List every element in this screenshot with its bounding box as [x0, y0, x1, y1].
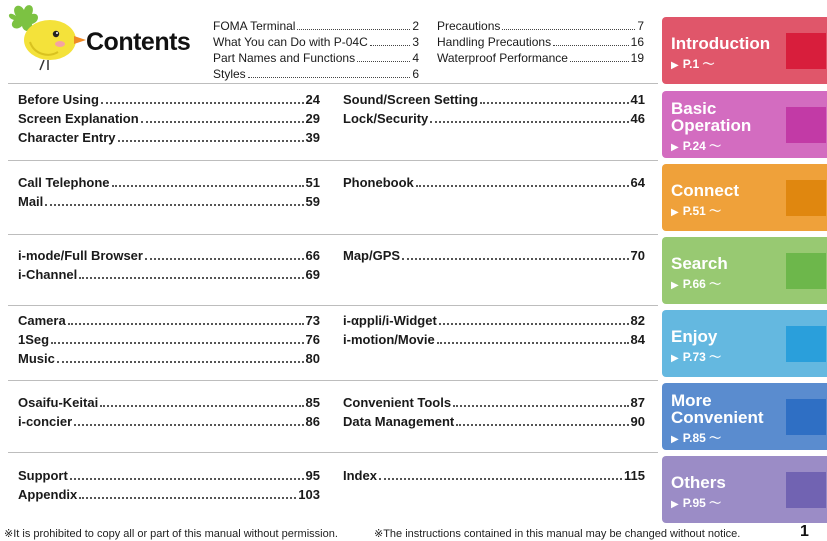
- leader-dots: [480, 102, 628, 104]
- toc-entry[interactable]: [18, 313, 320, 332]
- toc-entry[interactable]: [18, 111, 320, 130]
- tab-color-square: [786, 399, 826, 435]
- tab-search[interactable]: [662, 237, 827, 304]
- page-title: Contents: [86, 28, 191, 56]
- play-triangle-icon: ▶: [671, 142, 679, 153]
- toc-column-left: [18, 313, 320, 370]
- toc-page: 69: [305, 267, 320, 282]
- toc-entry[interactable]: [343, 92, 645, 111]
- mini-toc-item[interactable]: [213, 66, 419, 82]
- toc-column-right: [343, 92, 645, 130]
- toc-entry[interactable]: [18, 130, 320, 149]
- tab-more-convenient[interactable]: [662, 383, 827, 450]
- toc-label: Index: [343, 468, 377, 483]
- toc-entry[interactable]: [18, 194, 320, 213]
- leader-dots: [79, 497, 296, 499]
- leader-dots: [68, 323, 304, 325]
- toc-page: 59: [305, 194, 320, 209]
- tab-page-ref: ▶ P.85 〜: [671, 431, 722, 445]
- toc-entry[interactable]: [18, 468, 320, 487]
- toc-entry[interactable]: [343, 414, 645, 433]
- toc-label: Phonebook: [343, 175, 414, 190]
- leader-dots: [570, 61, 629, 62]
- leader-dots: [402, 258, 628, 260]
- tab-title: Search: [671, 254, 728, 273]
- toc-entry[interactable]: [343, 395, 645, 414]
- mini-toc-item[interactable]: [213, 18, 419, 34]
- toc-page: 73: [305, 313, 320, 328]
- toc-page: 76: [305, 332, 320, 347]
- tab-others[interactable]: [662, 456, 827, 523]
- toc-page: 29: [305, 111, 320, 126]
- leader-dots: [51, 342, 303, 344]
- mini-toc-label: Waterproof Performance: [437, 51, 568, 65]
- toc-page: 82: [630, 313, 645, 328]
- tab-page-ref: ▶ P.1 〜: [671, 57, 715, 71]
- play-triangle-icon: ▶: [671, 280, 679, 291]
- leader-dots: [118, 140, 304, 142]
- section-divider: [8, 305, 658, 306]
- play-triangle-icon: ▶: [671, 207, 679, 218]
- leader-dots: [45, 204, 303, 206]
- toc-page: 64: [630, 175, 645, 190]
- leader-dots: [79, 277, 303, 279]
- toc-column-right: [343, 395, 645, 433]
- play-triangle-icon: ▶: [671, 434, 679, 445]
- leader-dots: [101, 102, 304, 104]
- section-divider: [8, 452, 658, 453]
- mini-toc-page: 7: [637, 19, 644, 33]
- toc-page: 85: [305, 395, 320, 410]
- leader-dots: [453, 405, 628, 407]
- tab-title: Enjoy: [671, 327, 718, 346]
- toc-entry[interactable]: [18, 395, 320, 414]
- tab-page-ref: ▶ P.24 〜: [671, 139, 722, 153]
- leader-dots: [430, 121, 628, 123]
- toc-entry[interactable]: [18, 414, 320, 433]
- toc-entry[interactable]: [343, 248, 645, 267]
- toc-entry[interactable]: [18, 267, 320, 286]
- mini-toc-page: 3: [412, 35, 419, 49]
- toc-entry[interactable]: [343, 468, 645, 487]
- mini-toc-page: 4: [412, 51, 419, 65]
- toc-page: 115: [624, 468, 645, 483]
- toc-entry[interactable]: [18, 351, 320, 370]
- toc-page: 51: [305, 175, 320, 190]
- tab-title: Connect: [671, 181, 739, 200]
- mini-toc-label: What You can Do with P-04C: [213, 35, 368, 49]
- toc-label: Sound/Screen Setting: [343, 92, 479, 107]
- mini-toc-right: [437, 18, 644, 66]
- mini-toc-item[interactable]: [213, 34, 419, 50]
- toc-entry[interactable]: [18, 332, 320, 351]
- leader-dots: [370, 45, 411, 46]
- toc-label: Map/GPS: [343, 248, 401, 263]
- toc-label: Camera: [18, 313, 66, 328]
- toc-page: 46: [630, 111, 645, 126]
- toc-page: 41: [630, 92, 645, 107]
- mini-toc-label: Precautions: [437, 19, 501, 33]
- tab-title: Basic: [671, 99, 717, 118]
- toc-label: Music: [18, 351, 55, 366]
- toc-label: Lock/Security: [343, 111, 429, 126]
- tab-title: More: [671, 391, 712, 410]
- toc-label: Appendix: [18, 487, 78, 502]
- toc-column-right: [343, 175, 645, 194]
- toc-label: i-αppli/i-Widget: [343, 313, 437, 328]
- mini-toc-label: Handling Precautions: [437, 35, 552, 49]
- tab-color-square: [786, 107, 826, 143]
- leader-dots: [379, 478, 622, 480]
- leader-dots: [297, 29, 410, 30]
- toc-entry[interactable]: [18, 175, 320, 194]
- tab-page-ref: ▶ P.73 〜: [671, 350, 722, 364]
- leader-dots: [70, 478, 304, 480]
- tab-color-square: [786, 472, 826, 508]
- mini-toc-page: 6: [412, 67, 419, 81]
- toc-entry[interactable]: [343, 175, 645, 194]
- tab-color-square: [786, 253, 826, 289]
- mini-toc-label: Styles: [213, 67, 246, 81]
- toc-page: 66: [305, 248, 320, 263]
- mini-toc-label: Part Names and Functions: [213, 51, 356, 65]
- tab-color-square: [786, 326, 826, 362]
- mini-toc-page: 19: [630, 51, 644, 65]
- toc-page: 95: [305, 468, 320, 483]
- toc-entry[interactable]: [18, 92, 320, 111]
- toc-column-right: [343, 248, 645, 267]
- tab-title: Convenient: [671, 408, 764, 427]
- toc-entry[interactable]: [343, 111, 645, 130]
- toc-column-left: [18, 468, 320, 506]
- toc-label: Before Using: [18, 92, 99, 107]
- leader-dots: [248, 77, 411, 78]
- toc-label: Data Management: [343, 414, 455, 429]
- toc-page: 86: [305, 414, 320, 429]
- mini-toc-item[interactable]: [437, 18, 644, 34]
- toc-column-right: [343, 313, 645, 351]
- toc-label: Call Telephone: [18, 175, 110, 190]
- leader-dots: [416, 185, 629, 187]
- tab-color-square: [786, 33, 826, 69]
- toc-entry[interactable]: [343, 313, 645, 332]
- mini-toc-item[interactable]: [213, 50, 419, 66]
- toc-column-left: [18, 92, 320, 149]
- play-triangle-icon: ▶: [671, 353, 679, 364]
- footnote-change-notice: ※The instructions contained in this manual may be changed without notice.: [374, 528, 741, 540]
- tab-page-ref: ▶ P.51 〜: [671, 204, 722, 218]
- toc-entry[interactable]: [18, 487, 320, 506]
- leader-dots: [141, 121, 304, 123]
- section-divider: [8, 380, 658, 381]
- tab-color-square: [786, 180, 826, 216]
- toc-page: 103: [298, 487, 320, 502]
- toc-page: 70: [630, 248, 645, 263]
- toc-label: Character Entry: [18, 130, 116, 145]
- mini-toc-label: FOMA Terminal: [213, 19, 296, 33]
- tab-connect[interactable]: [662, 164, 827, 231]
- mini-toc-page: 2: [412, 19, 419, 33]
- leader-dots: [502, 29, 635, 30]
- toc-page: 87: [630, 395, 645, 410]
- tab-title: Others: [671, 473, 726, 492]
- section-divider: [8, 234, 658, 235]
- toc-column-left: [18, 175, 320, 213]
- toc-label: Mail: [18, 194, 44, 209]
- mini-toc-left: [213, 18, 419, 82]
- section-divider: [8, 83, 658, 84]
- toc-entry[interactable]: [18, 248, 320, 267]
- leader-dots: [112, 185, 304, 187]
- tab-page-ref: ▶ P.66 〜: [671, 277, 722, 291]
- section-divider: [8, 160, 658, 161]
- leader-dots: [145, 258, 304, 260]
- toc-column-right: [343, 468, 645, 487]
- leader-dots: [456, 424, 628, 426]
- tab-introduction[interactable]: [662, 17, 827, 84]
- tab-title: Operation: [671, 116, 752, 135]
- toc-entry[interactable]: [343, 332, 645, 351]
- leader-dots: [437, 342, 629, 344]
- toc-column-left: [18, 395, 320, 433]
- toc-label: i-motion/Movie: [343, 332, 435, 347]
- tab-page-ref: ▶ P.95 〜: [671, 496, 722, 510]
- toc-page: 39: [305, 130, 320, 145]
- page-number: 1: [800, 523, 809, 540]
- tab-basic-operation[interactable]: [662, 91, 827, 158]
- toc-label: i-mode/Full Browser: [18, 248, 143, 263]
- mini-toc-item[interactable]: [437, 50, 644, 66]
- toc-label: Support: [18, 468, 68, 483]
- toc-page: 90: [630, 414, 645, 429]
- leader-dots: [100, 405, 303, 407]
- toc-label: Osaifu-Keitai: [18, 395, 99, 410]
- mini-toc-item[interactable]: [437, 34, 644, 50]
- play-triangle-icon: ▶: [671, 60, 679, 71]
- leader-dots: [439, 323, 629, 325]
- toc-label: Screen Explanation: [18, 111, 139, 126]
- play-triangle-icon: ▶: [671, 499, 679, 510]
- leader-dots: [57, 361, 304, 363]
- toc-page: 84: [630, 332, 645, 347]
- footnote-copy-prohibited: ※It is prohibited to copy all or part of this manual without permission.: [4, 528, 338, 540]
- tab-title: Introduction: [671, 34, 771, 53]
- toc-label: i-concier: [18, 414, 73, 429]
- toc-column-left: [18, 248, 320, 286]
- toc-page: 80: [305, 351, 320, 366]
- toc-label: Convenient Tools: [343, 395, 452, 410]
- leader-dots: [553, 45, 629, 46]
- leader-dots: [357, 61, 410, 62]
- tab-enjoy[interactable]: [662, 310, 827, 377]
- mini-toc-page: 16: [630, 35, 644, 49]
- bird-mascot-icon: [4, 2, 94, 72]
- leader-dots: [74, 424, 303, 426]
- toc-page: 24: [305, 92, 320, 107]
- toc-label: 1Seg: [18, 332, 50, 347]
- toc-label: i-Channel: [18, 267, 78, 282]
